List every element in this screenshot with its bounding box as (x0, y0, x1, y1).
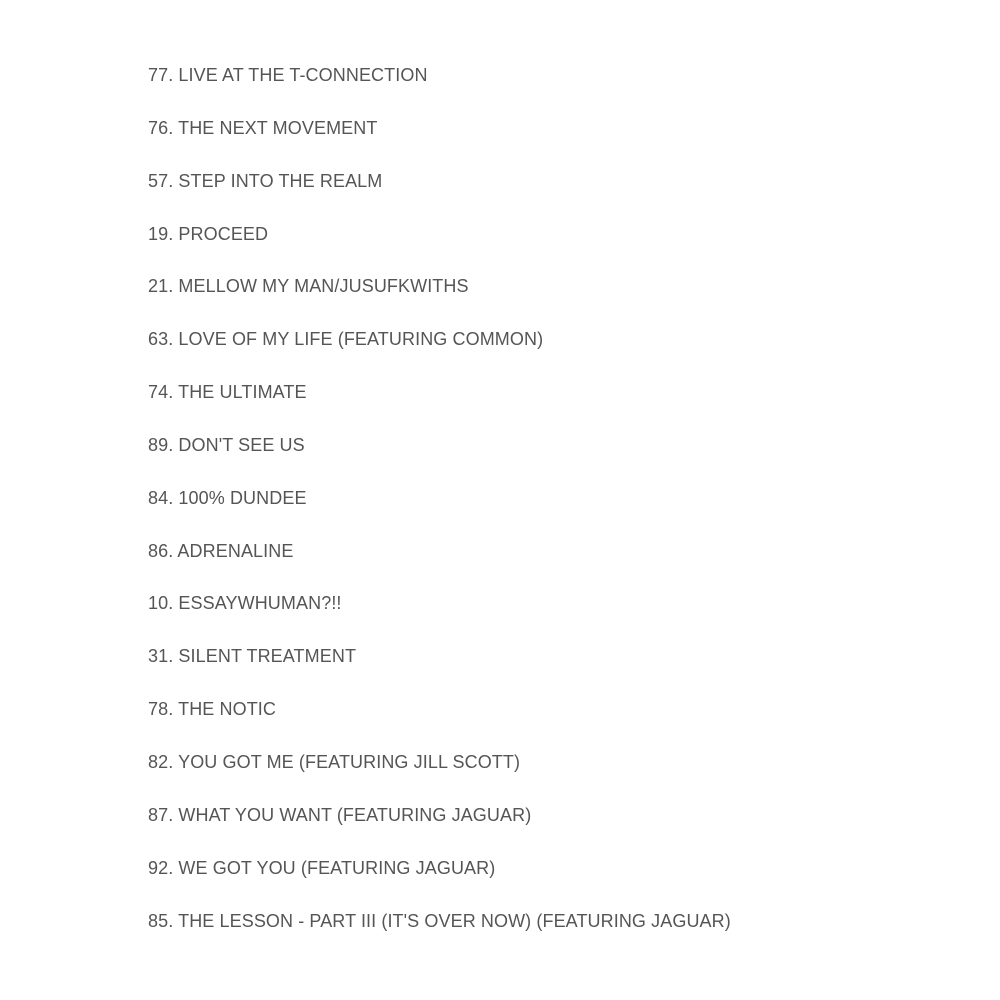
track-item: 76. THE NEXT MOVEMENT (148, 117, 378, 138)
track-item: 31. SILENT TREATMENT (148, 646, 357, 667)
track-item: 77. LIVE AT THE T-CONNECTION (148, 65, 428, 85)
track-item: 78. THE NOTIC (148, 699, 276, 720)
track-item: 21. MELLOW MY MAN/JUSUFKWITHS (148, 276, 469, 297)
track-item: 85. THE LESSON - PART III (IT'S OVER NOW) (FEATURING JAGUAR) (148, 910, 731, 931)
track-item: 87. WHAT YOU WANT (FEATURING JAGUAR) (148, 804, 532, 825)
track-item: 92. WE GOT YOU (FEATURING JAGUAR) (148, 857, 496, 878)
track-item: 82. YOU GOT ME (FEATURING JILL SCOTT) (148, 751, 521, 772)
tracklist (148, 62, 731, 960)
track-item: 84. 100% DUNDEE (148, 487, 307, 508)
track-item: 74. THE ULTIMATE (148, 382, 307, 403)
track-item: 89. DON'T SEE US (148, 434, 305, 455)
track-item: 19. PROCEED (148, 223, 269, 244)
track-item: 57. STEP INTO THE REALM (148, 170, 383, 191)
track-item: 10. ESSAYWHUMAN?!! (148, 593, 342, 614)
track-item: 63. LOVE OF MY LIFE (FEATURING COMMON) (148, 329, 544, 350)
track-item: 86. ADRENALINE (148, 540, 294, 561)
